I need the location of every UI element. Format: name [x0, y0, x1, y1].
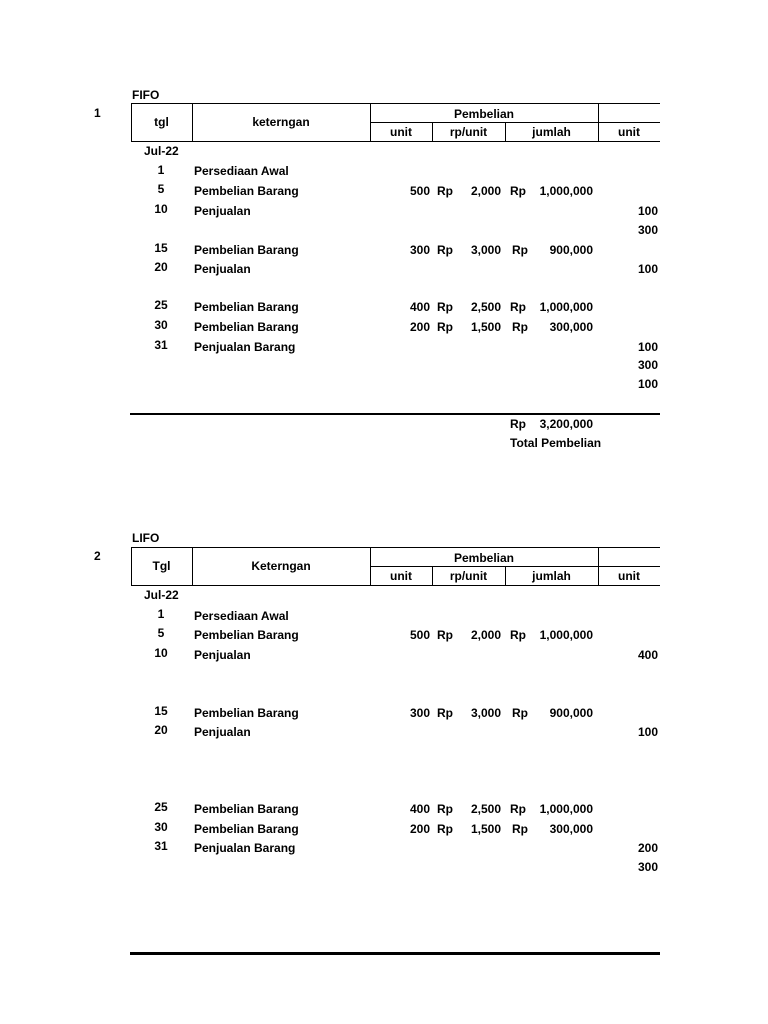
row-day: 10	[154, 646, 168, 660]
header-keterangan: keterngan	[252, 115, 310, 129]
row-description: Pembelian Barang	[194, 628, 299, 642]
row-description: Persediaan Awal	[194, 164, 289, 178]
row-rp-label: Rp	[512, 243, 528, 257]
row-sold-unit: 100	[637, 725, 658, 739]
header-top-border	[131, 103, 660, 104]
row-description: Pembelian Barang	[194, 320, 299, 334]
row-description: Pembelian Barang	[194, 300, 299, 314]
header-jumlah: jumlah	[532, 125, 571, 139]
row-day: 25	[154, 298, 168, 312]
row-rp-label: Rp	[510, 184, 526, 198]
total-pembelian-value: 3,200,000	[539, 417, 593, 431]
row-sold-unit: 300	[637, 860, 658, 874]
header-mid-border	[370, 122, 660, 123]
row-sold-unit: 300	[637, 358, 658, 372]
row-total: 300,000	[549, 822, 593, 836]
row-description: Penjualan	[194, 262, 251, 276]
header-tgl: tgl	[154, 115, 169, 129]
row-day: 15	[154, 704, 168, 718]
row-day: 5	[157, 182, 165, 196]
row-rp-label: Rp	[510, 300, 526, 314]
row-price: 3,000	[470, 706, 501, 720]
row-rp-label: Rp	[512, 320, 528, 334]
row-description: Persediaan Awal	[194, 609, 289, 623]
header-unit-sales: unit	[618, 569, 640, 583]
header-keterangan: Keterngan	[251, 559, 311, 573]
row-day: 1	[157, 163, 165, 177]
row-description: Penjualan	[194, 725, 251, 739]
row-description: Pembelian Barang	[194, 802, 299, 816]
row-day: 5	[157, 626, 165, 640]
row-sold-unit: 100	[637, 340, 658, 354]
row-rp-label: Rp	[437, 320, 453, 334]
row-day: 10	[154, 202, 168, 216]
header-unit: unit	[390, 569, 412, 583]
row-description: Pembelian Barang	[194, 243, 299, 257]
header-mid-border	[370, 566, 660, 567]
row-total: 900,000	[549, 706, 593, 720]
header-tgl: Tgl	[152, 559, 171, 573]
header-unit-sales: unit	[618, 125, 640, 139]
row-rp-label: Rp	[437, 300, 453, 314]
header-pembelian: Pembelian	[453, 107, 515, 121]
header-top-border	[131, 547, 660, 548]
header-rp-unit: rp/unit	[449, 569, 488, 583]
row-total: 1,000,000	[539, 300, 593, 314]
row-sold-unit: 100	[637, 262, 658, 276]
row-rp-label: Rp	[437, 706, 453, 720]
row-rp-label: Rp	[437, 628, 453, 642]
row-unit: 400	[409, 300, 430, 314]
row-rp-label: Rp	[437, 802, 453, 816]
row-total: 1,000,000	[539, 184, 593, 198]
total-pembelian-label: Total Pembelian	[510, 436, 602, 450]
row-total: 300,000	[549, 320, 593, 334]
row-price: 2,000	[470, 628, 501, 642]
row-rp-label: Rp	[512, 706, 528, 720]
row-price: 1,500	[470, 320, 501, 334]
row-description: Pembelian Barang	[194, 822, 299, 836]
row-sold-unit: 300	[637, 223, 658, 237]
row-sold-unit: 100	[637, 204, 658, 218]
row-day: 30	[154, 318, 168, 332]
row-description: Penjualan Barang	[194, 841, 296, 855]
month-label: Jul-22	[144, 144, 179, 158]
row-day: 15	[154, 241, 168, 255]
row-description: Penjualan	[194, 204, 251, 218]
row-description: Penjualan Barang	[194, 340, 296, 354]
row-rp-label: Rp	[437, 822, 453, 836]
row-day: 30	[154, 820, 168, 834]
section-number: 2	[94, 549, 101, 563]
row-rp-label: Rp	[510, 802, 526, 816]
row-price: 3,000	[470, 243, 501, 257]
row-day: 31	[154, 839, 168, 853]
header-jumlah: jumlah	[532, 569, 571, 583]
row-sold-unit: 400	[637, 648, 658, 662]
row-unit: 500	[409, 628, 430, 642]
row-description: Pembelian Barang	[194, 184, 299, 198]
total-rp-label: Rp	[510, 417, 526, 431]
row-price: 2,500	[470, 802, 501, 816]
header-bottom-border	[131, 141, 660, 142]
row-rp-label: Rp	[437, 184, 453, 198]
row-total: 900,000	[549, 243, 593, 257]
row-total: 1,000,000	[539, 802, 593, 816]
row-day: 31	[154, 338, 168, 352]
row-unit: 300	[409, 243, 430, 257]
row-sold-unit: 200	[637, 841, 658, 855]
month-label: Jul-22	[144, 588, 179, 602]
row-unit: 200	[409, 822, 430, 836]
row-rp-label: Rp	[512, 822, 528, 836]
table-bottom-border	[130, 952, 660, 955]
section-title: FIFO	[132, 88, 160, 102]
row-total: 1,000,000	[539, 628, 593, 642]
row-day: 25	[154, 800, 168, 814]
row-day: 20	[154, 260, 168, 274]
row-rp-label: Rp	[437, 243, 453, 257]
section-number: 1	[94, 106, 101, 120]
row-unit: 400	[409, 802, 430, 816]
row-sold-unit: 100	[637, 377, 658, 391]
row-rp-label: Rp	[510, 628, 526, 642]
header-unit: unit	[390, 125, 412, 139]
header-pembelian: Pembelian	[453, 551, 515, 565]
section-title: LIFO	[132, 531, 160, 545]
row-unit: 200	[409, 320, 430, 334]
row-description: Penjualan	[194, 648, 251, 662]
row-unit: 300	[409, 706, 430, 720]
row-unit: 500	[409, 184, 430, 198]
row-day: 20	[154, 723, 168, 737]
row-price: 2,000	[470, 184, 501, 198]
row-price: 2,500	[470, 300, 501, 314]
row-price: 1,500	[470, 822, 501, 836]
header-bottom-border	[131, 585, 660, 586]
row-day: 1	[157, 607, 165, 621]
table-bottom-border	[130, 413, 660, 415]
header-rp-unit: rp/unit	[449, 125, 488, 139]
row-description: Pembelian Barang	[194, 706, 299, 720]
